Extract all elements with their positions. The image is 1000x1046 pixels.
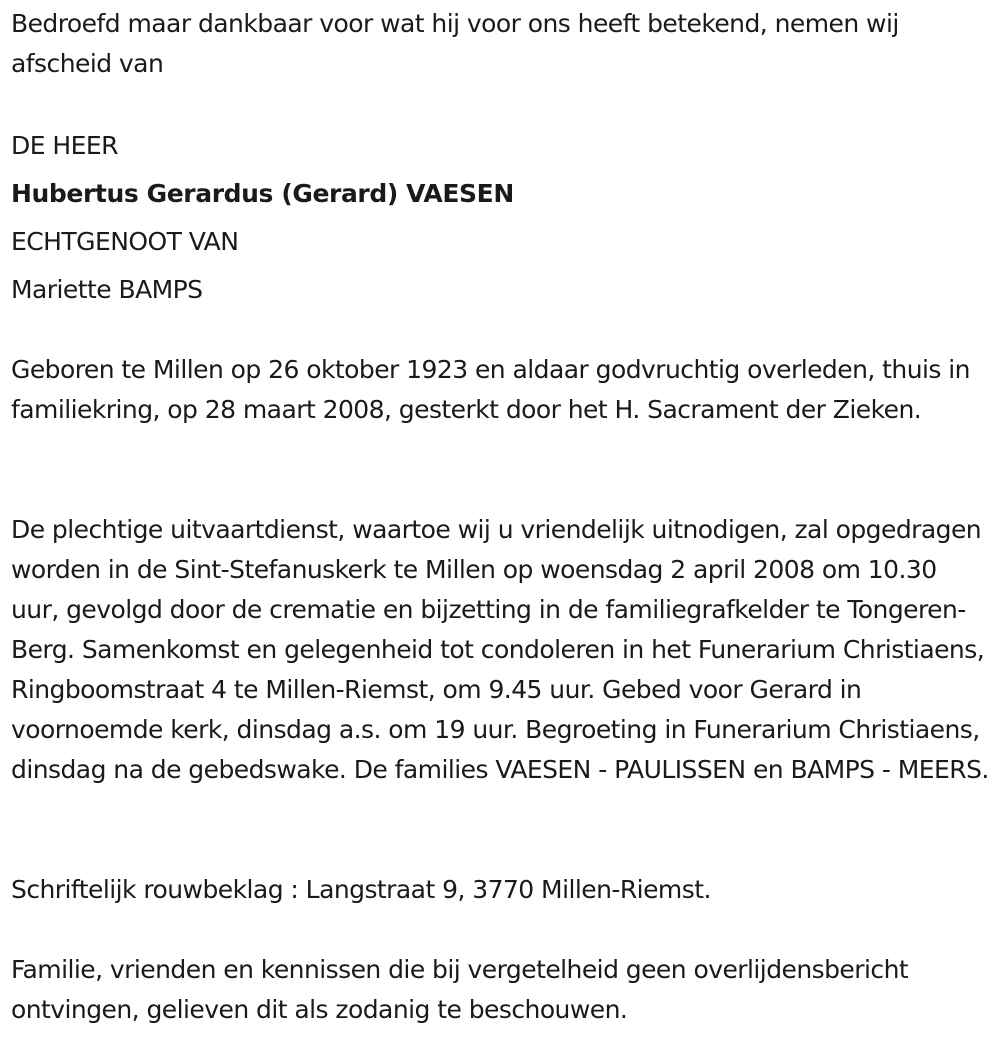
relation-label: ECHTGENOOT VAN	[11, 227, 239, 256]
deceased-name: Hubertus Gerardus (Gerard) VAESEN	[11, 179, 514, 208]
funeral-paragraph: De plechtige uitvaartdienst, waartoe wij u vriendelijk uitnodigen, zal opgedragen worden in de Sint-Stefanuskerk te Millen op woensdag 2 april 2008 om 10.30 uur, gevolgd door de crematie en bijzetting in de familiegrafkelder te Tongeren-Berg. Samenkomst en gelegenheid tot condoleren in het Funerarium Christiaens, Ringboomstraat 4 te Millen-Riemst, om 9.45 uur. Gebed voor Gerard in voornoemde kerk, dinsdag a.s. om 19 uur. Begroeting in Funerarium Christiaens, dinsdag na de gebedswake. De families VAESEN - PAULISSEN en BAMPS - MEERS.	[11, 515, 989, 784]
title-prefix: DE HEER	[11, 131, 118, 160]
spouse-name: Mariette BAMPS	[11, 275, 203, 304]
intro-paragraph: Bedroefd maar dankbaar voor wat hij voor ons heeft betekend, nemen wij afscheid van	[11, 9, 899, 78]
closing-note: Familie, vrienden en kennissen die bij vergetelheid geen overlijdensbericht ontvingen, gelieven dit als zodanig te beschouwen.	[11, 955, 909, 1024]
birth-death-paragraph: Geboren te Millen op 26 oktober 1923 en aldaar godvruchtig overleden, thuis in familiekring, op 28 maart 2008, gesterkt door het H. Sacrament der Zieken.	[11, 355, 970, 424]
condolence-address: Schriftelijk rouwbeklag : Langstraat 9, 3770 Millen-Riemst.	[11, 875, 711, 904]
